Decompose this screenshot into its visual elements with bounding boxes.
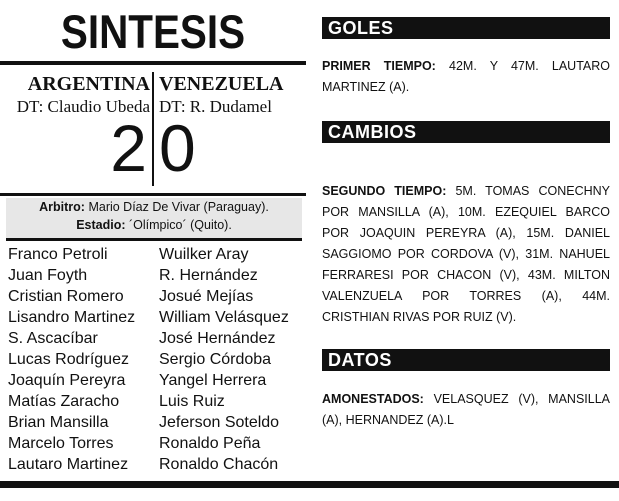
officials-box [6,198,302,241]
player-name: José Hernández [159,330,276,347]
stadium-label: Estadio: [76,218,126,232]
away-team-score: 0 [159,111,196,185]
datos-text: VELASQUEZ (V), MANSILLA (A), HERNANDEZ (A).L [322,392,610,427]
datos-body [322,389,610,431]
home-lineup [8,244,153,475]
score-divider [152,72,154,186]
referee-label: Arbitro: [39,200,85,214]
goles-text: 42M. Y 47M. LAUTARO MARTINEZ (A). [322,59,611,94]
cambios-label: SEGUNDO TIEMPO: [322,184,447,198]
player-name: R. Hernández [159,267,258,284]
page-title: SINTESIS [60,5,246,58]
player-name: Ronaldo Peña [159,435,261,452]
home-team-coach: DT: Claudio Ubeda [16,97,150,116]
home-team-score: 2 [110,111,147,185]
player-name: Josué Mejías [159,288,254,305]
player-name: William Velásquez [159,309,289,326]
away-team-name: VENEZUELA [159,73,284,95]
player-name: Brian Mansilla [8,414,109,431]
player-name: Lucas Rodríguez [8,351,129,368]
player-name: Juan Foyth [8,267,88,284]
cambios-heading: CAMBIOS [322,121,610,143]
cambios-text: 5M. TOMAS CONECHNY POR MANSILLA (A), 10M. EZEQUIEL BARCO POR JOAQUIN PEREYRA (A), 15M. DANIEL SAGGIOMO POR CORDOVA (V), 31M. NAHUEL FERRARESI POR CHACON (V), 43M. MILTON VALENZUELA POR TORRES (A), 44M. CRISTHIAN RIVAS POR RUIZ (V). [322,184,610,324]
datos-heading: DATOS [322,349,610,371]
player-name: Lautaro Martinez [8,456,129,473]
player-name: Franco Petroli [8,246,108,263]
player-name: Wuilker Aray [159,246,249,263]
player-name: Yangel Herrera [159,372,267,389]
stadium-line [6,216,302,234]
referee-value: Mario Díaz De Vivar (Paraguay). [88,200,269,214]
player-name: Cristian Romero [8,288,124,305]
player-name: Lisandro Martinez [8,309,136,326]
bottom-rule [0,481,619,488]
goles-body [322,56,610,98]
datos-label: AMONESTADOS: [322,392,424,406]
player-name: Sergio Córdoba [159,351,272,368]
referee-line [6,198,302,216]
player-name: Marcelo Torres [8,435,114,452]
away-lineup [159,244,309,475]
player-name: Ronaldo Chacón [159,456,279,473]
player-name: Matías Zaracho [8,393,120,410]
player-name: Luis Ruiz [159,393,225,410]
stadium-value: ´Olímpico´ (Quito). [129,218,232,232]
cambios-body [322,181,610,328]
player-name: Jeferson Soteldo [159,414,280,431]
title-rule [0,61,306,65]
player-name: Joaquín Pereyra [8,372,126,389]
player-name: S. Ascacíbar [8,330,98,347]
officials-top-rule [0,193,306,196]
away-team-coach: DT: R. Dudamel [159,97,272,116]
goles-label: PRIMER TIEMPO: [322,59,436,73]
goles-heading: GOLES [322,17,610,39]
home-team-name: ARGENTINA [27,73,150,95]
